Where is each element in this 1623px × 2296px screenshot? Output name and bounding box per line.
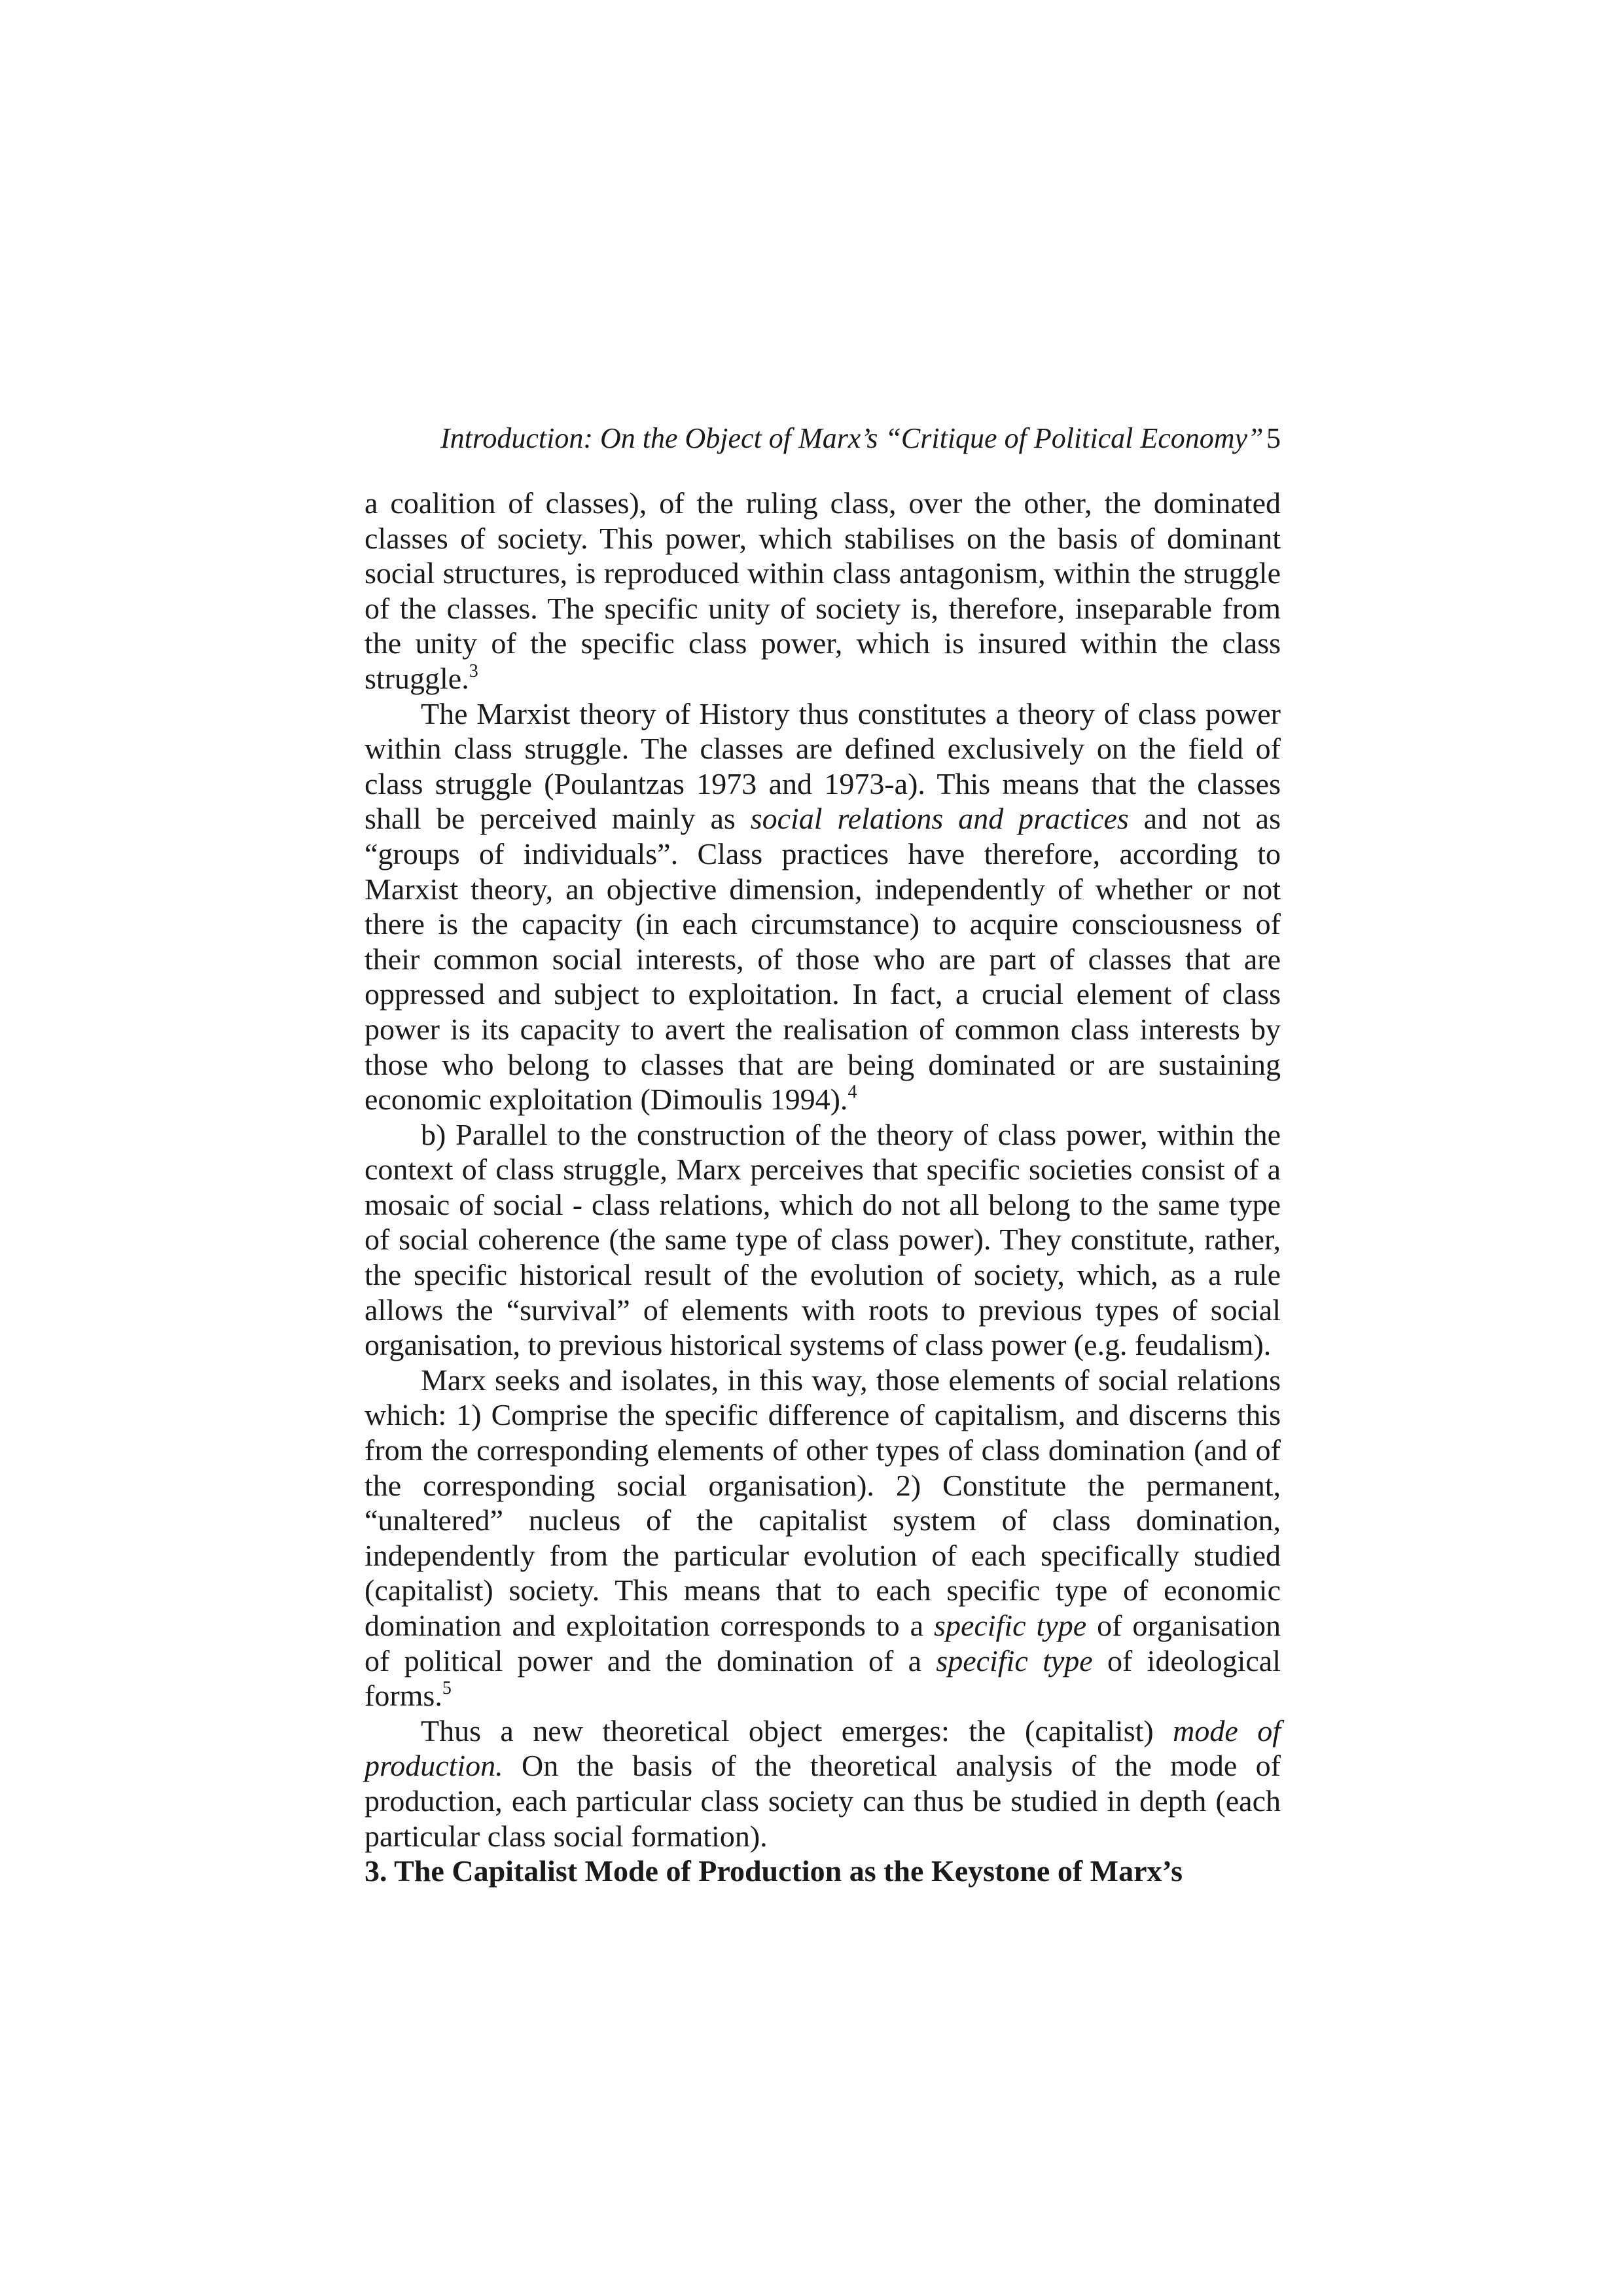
emphasis-text: specific type <box>936 1643 1093 1677</box>
paragraph-text: of organisation of political power and the domination of a <box>365 1609 1281 1677</box>
running-head-title: Introduction: On the Object of Marx’s “Critique of Political Economy” <box>440 422 1264 454</box>
paragraph-text: Thus a new theoretical object emerges: the (capitalist) <box>421 1713 1173 1748</box>
emphasis-text: mode of production. <box>365 1713 1281 1783</box>
section-heading: 3. The Capitalist Mode of Production as the Keystone of Marx’s <box>365 1854 1183 1888</box>
paragraph-1 <box>365 486 1281 696</box>
paragraph-text: On the basis of the theoretical analysis of the mode of production, each particular class society can thus be studied in depth (each particular class social formation). <box>365 1749 1281 1853</box>
running-head <box>365 419 1281 458</box>
page-number: 5 <box>1266 422 1281 454</box>
paragraph-text: The Marxist theory of History thus constitutes a theory of class power within class struggle. The classes are defined exclusively on the field of class struggle (Poulantzas 1973 and 1973-a). This means that the classes shall be perceived mainly as <box>365 696 1281 836</box>
paragraph-2 <box>365 696 1281 1117</box>
paragraph-text: and not as “groups of individuals”. Class practices have therefore, according to Marxist theory, an objective dimension, independently of whether or not there is the capacity (in each circumstance) to acquire consciousness of their common social interests, of those who are part of classes that are oppressed and subject to exploitation. In fact, a crucial element of class power is its capacity to avert the realisation of common class interests by those who belong to classes that are being dominated or are sustaining economic exploitation (Dimoulis 1994). <box>365 802 1281 1117</box>
paragraph-4 <box>365 1363 1281 1713</box>
paragraph-text: a coalition of classes), of the ruling class, over the other, the dominated classes of society. This power, which stabilises on the basis of dominant social structures, is reproduced within class antagonism, within the struggle of the classes. The specific unity of society is, therefore, inseparable from the unity of the specific class power, which is insured within the class struggle. <box>365 486 1281 695</box>
emphasis-text: specific type <box>934 1609 1087 1642</box>
paragraph-text: Marx seeks and isolates, in this way, those elements of social relations which: 1) Comprise the specific difference of capitalism, and discerns this from the corresponding elements of other types of class domination (and of the corresponding social organisation). 2) Constitute the permanent, “unaltered” nucleus of the capitalist system of class domination, independently from the particular evolution of each specifically studied (capitalist) society. This means that to each specific type of economic domination and exploitation corresponds to a <box>365 1363 1281 1642</box>
footnote-ref-4: 4 <box>847 1082 857 1103</box>
paragraph-5 <box>365 1713 1281 1854</box>
emphasis-text: social relations and practices <box>750 802 1129 836</box>
footnote-ref-5: 5 <box>442 1678 452 1699</box>
paragraph-text: of ideological forms. <box>365 1643 1281 1713</box>
body-text <box>365 486 1281 1889</box>
paragraph-3 <box>365 1117 1281 1363</box>
footnote-ref-3: 3 <box>469 660 478 681</box>
paragraph-text: b) Parallel to the construction of the theory of class power, within the context of class struggle, Marx perceives that specific societies consist of a mosaic of social - class relations, which do not all belong to the same type of social coherence (the same type of class power). They constitute, rather, the specific historical result of the evolution of society, which, as a rule allows the “survival” of elements with roots to previous types of social organisation, to previous historical systems of class power (e.g. feudalism). <box>365 1117 1281 1362</box>
